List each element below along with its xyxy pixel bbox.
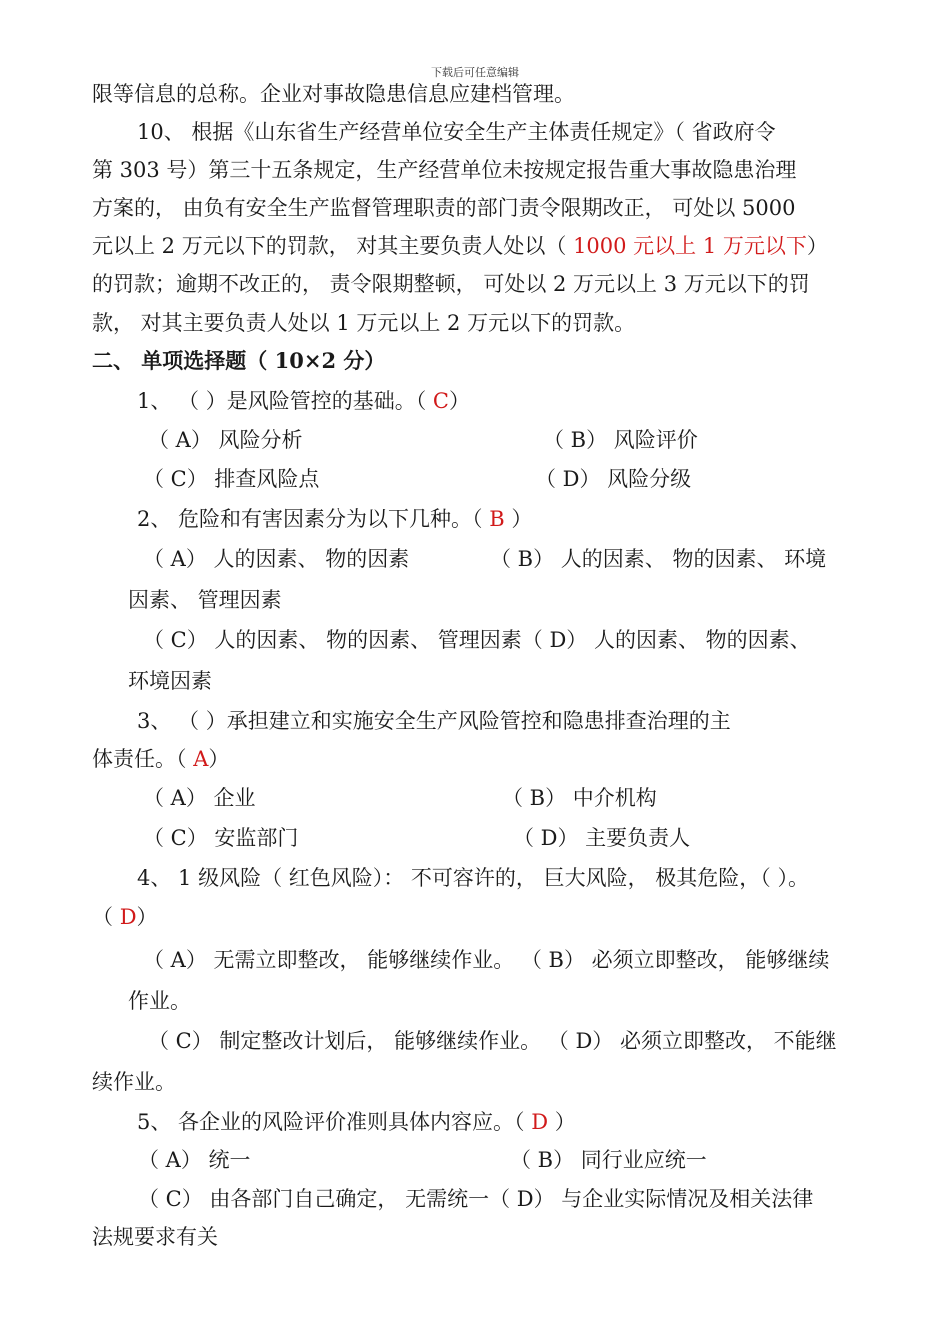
- question-stem-text: 2、 危险和有害因素分为以下几种。（: [137, 507, 490, 531]
- question-stem-text: ）: [504, 507, 533, 531]
- question-stem-text: ）: [136, 905, 158, 929]
- question-5-answer: D: [531, 1110, 549, 1134]
- question-3-option-d: （ D） 主要负责人: [513, 826, 691, 850]
- question-10-line: [92, 232, 828, 260]
- question-3-answer: A: [193, 747, 209, 771]
- question-5-option-a: （ A） 统一: [138, 1148, 251, 1172]
- question-2-option-b: （ B） 人的因素、 物的因素、 环境: [490, 547, 827, 571]
- question-stem-text: 体责任。（: [92, 747, 194, 771]
- question-4-option-a-b: （ A） 无需立即整改， 能够继续作业。 （ B） 必须立即整改， 能够继续: [143, 948, 830, 972]
- question-10-line: 的罚款；逾期不改正的， 责令限期整顿， 可处以 2 万元以上 3 万元以下的罚: [92, 272, 810, 296]
- question-stem-text: ）: [208, 747, 230, 771]
- question-1-option-d: （ D） 风险分级: [535, 467, 692, 491]
- question-3-option-c: （ C） 安监部门: [143, 826, 299, 850]
- question-5-option-b: （ B） 同行业应统一: [510, 1148, 707, 1172]
- question-stem-text: （: [92, 905, 120, 929]
- question-10-text: ）: [806, 234, 828, 258]
- question-stem-text: ）: [448, 389, 470, 413]
- question-2-stem: [137, 505, 532, 533]
- question-1-answer: C: [432, 389, 449, 413]
- question-stem-text: ）: [548, 1110, 576, 1134]
- question-3-stem-cont: [92, 745, 229, 773]
- header-note: 下载后可任意编辑: [431, 66, 519, 79]
- question-1-stem: [137, 387, 470, 415]
- question-10-line: 款， 对其主要负责人处以 1 万元以上 2 万元以下的罚款。: [92, 311, 636, 335]
- question-1-option-a: （ A） 风险分析: [148, 428, 303, 452]
- question-2-answer: B: [489, 507, 505, 531]
- question-5-option-d-cont: 法规要求有关: [92, 1225, 218, 1249]
- question-10-answer: 1000 元以上 1 万元以下: [573, 234, 807, 258]
- question-5-stem: [137, 1108, 576, 1136]
- question-3-option-b: （ B） 中介机构: [502, 786, 657, 810]
- question-3-option-a: （ A） 企业: [143, 786, 256, 810]
- question-4-option-b-cont: 作业。: [128, 989, 191, 1013]
- question-4-option-c-d: （ C） 制定整改计划后， 能够继续作业。 （ D） 必须立即整改， 不能继: [148, 1029, 837, 1053]
- question-3-stem: 3、 （ ）承担建立和实施安全生产风险管控和隐患排查治理的主: [137, 709, 731, 733]
- question-4-stem: 4、 1 级风险（ 红色风险）： 不可容许的， 巨大风险， 极其危险，（ ）。: [137, 866, 809, 890]
- question-4-answer: D: [119, 905, 137, 929]
- question-2-option-a: （ A） 人的因素、 物的因素: [143, 547, 410, 571]
- paragraph-line: 限等信息的总称。企业对事故隐患信息应建档管理。: [92, 82, 575, 106]
- section-title: 二、 单项选择题（ 10×2 分）: [92, 348, 386, 373]
- question-4-option-d-cont: 续作业。: [92, 1070, 176, 1094]
- question-2-option-b-cont: 因素、 管理因素: [128, 588, 282, 612]
- question-10-line: 第 303 号）第三十五条规定，生产经营单位未按规定报告重大事故隐患治理: [92, 158, 797, 182]
- question-2-option-c-d: （ C） 人的因素、 物的因素、 管理因素（ D） 人的因素、 物的因素、: [143, 628, 811, 652]
- question-10-line: 方案的， 由负有安全生产监督管理职责的部门责令限期改正， 可处以 5000: [92, 196, 796, 220]
- question-1-option-b: （ B） 风险评价: [543, 428, 698, 452]
- question-2-option-d-cont: 环境因素: [128, 669, 212, 693]
- question-stem-text: 5、 各企业的风险评价准则具体内容应。（: [137, 1110, 532, 1134]
- question-10-text: 元以上 2 万元以下的罚款， 对其主要负责人处以（: [92, 234, 574, 258]
- question-1-option-c: （ C） 排查风险点: [143, 467, 320, 491]
- question-4-stem-cont: [92, 903, 158, 931]
- question-stem-text: 1、 （ ）是风险管控的基础。（: [137, 389, 433, 413]
- question-5-option-c-d: （ C） 由各部门自己确定， 无需统一（ D） 与企业实际情况及相关法律: [138, 1187, 814, 1211]
- question-10-line: 10、 根据《山东省生产经营单位安全生产主体责任规定》（ 省政府令: [137, 120, 776, 144]
